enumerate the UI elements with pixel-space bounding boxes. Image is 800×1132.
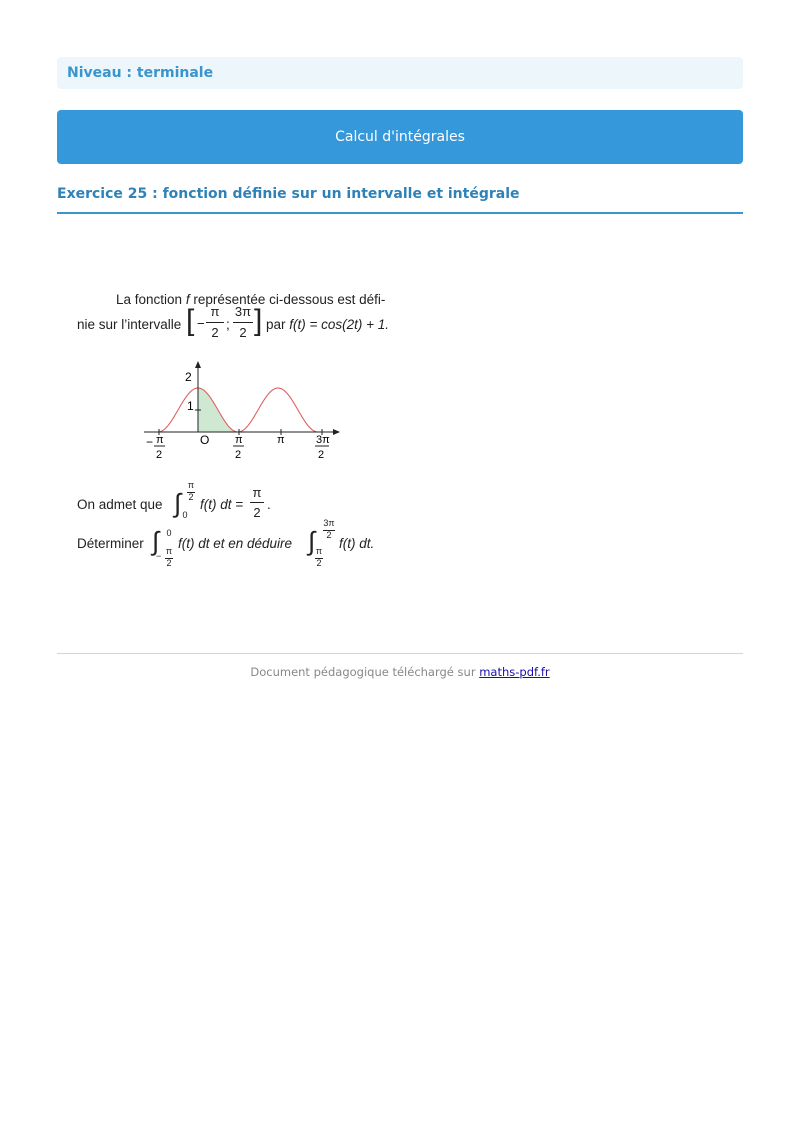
interval-right-num: 3π — [234, 304, 252, 319]
x-tick-den-1: 2 — [156, 449, 163, 461]
ded-lower-num: π — [315, 546, 323, 556]
semicolon: ; — [226, 317, 230, 332]
footer-text: Document pédagogique téléchargé sur — [250, 665, 480, 679]
origin-label: O — [200, 433, 210, 447]
admit-text: On admet que — [77, 497, 163, 512]
det-integrand: f(t) dt et en déduire — [178, 536, 293, 551]
chapter-title: Calcul d'intégrales — [335, 129, 465, 145]
footer-divider — [57, 653, 743, 654]
ded-integrand: f(t) dt. — [339, 536, 375, 551]
admit-upper-num: π — [187, 480, 195, 490]
admit-result-den: 2 — [253, 505, 261, 520]
level-label: Niveau : terminale — [67, 65, 214, 81]
x-tick-den-4: 2 — [318, 449, 325, 461]
admit-result-num: π — [252, 485, 262, 500]
determine-text: Déterminer — [77, 536, 144, 551]
level-badge — [57, 57, 743, 89]
function-graph — [140, 358, 350, 468]
interval-left-num: π — [210, 304, 220, 319]
admit-lower: 0 — [182, 510, 188, 520]
statement-line-1: La fonction f représentée ci-dessous est défi- — [116, 292, 386, 307]
statement-line-2: nie sur l’intervalle — [77, 317, 182, 332]
admit-upper-den: 2 — [188, 492, 194, 502]
x-tick-num-2: π — [235, 434, 243, 446]
ded-lower-den: 2 — [316, 558, 322, 568]
x-tick-sign-1: − — [146, 435, 154, 449]
y-tick-label-2: 2 — [185, 370, 192, 384]
fraction-bar — [206, 322, 224, 323]
footer — [57, 665, 743, 679]
y-tick-label-1: 1 — [187, 399, 194, 413]
period: . — [267, 497, 271, 512]
function-curve — [158, 388, 318, 432]
interval-right-den: 2 — [239, 325, 247, 340]
bracket-left: [ — [186, 304, 195, 337]
fraction-bar — [233, 322, 253, 323]
admit-integrand: f(t) dt = — [200, 497, 244, 512]
exercise-title: Exercice 25 : fonction définie sur un intervalle et intégrale — [57, 186, 743, 214]
ded-upper-num: 3π — [323, 518, 335, 528]
det-lower-num: π — [165, 546, 173, 556]
x-tick-num-1: π — [156, 434, 164, 446]
exercise-body — [60, 280, 420, 580]
chapter-banner — [57, 110, 743, 164]
integral-sign-1: ∫ — [174, 488, 182, 518]
x-tick-num-4: 3π — [316, 434, 330, 446]
bracket-right: ] — [254, 304, 263, 337]
det-upper: 0 — [166, 528, 172, 538]
integral-sign-2: ∫ — [152, 526, 160, 556]
minus-sign: − — [197, 316, 205, 331]
x-tick-num-3: π — [277, 434, 285, 446]
statement-par: par f(t) = cos(2t) + 1. — [266, 317, 390, 332]
footer-link[interactable]: maths-pdf.fr — [479, 665, 550, 679]
ded-upper-den: 2 — [326, 530, 332, 540]
x-tick-den-2: 2 — [235, 449, 242, 461]
det-lower-den: 2 — [166, 558, 172, 568]
fraction-bar — [250, 502, 264, 503]
interval-left-den: 2 — [211, 325, 219, 340]
x-axis-arrow — [333, 429, 340, 435]
det-lower-sign: − — [156, 551, 162, 561]
integral-sign-3: ∫ — [308, 526, 316, 556]
y-axis-arrow — [195, 361, 201, 368]
